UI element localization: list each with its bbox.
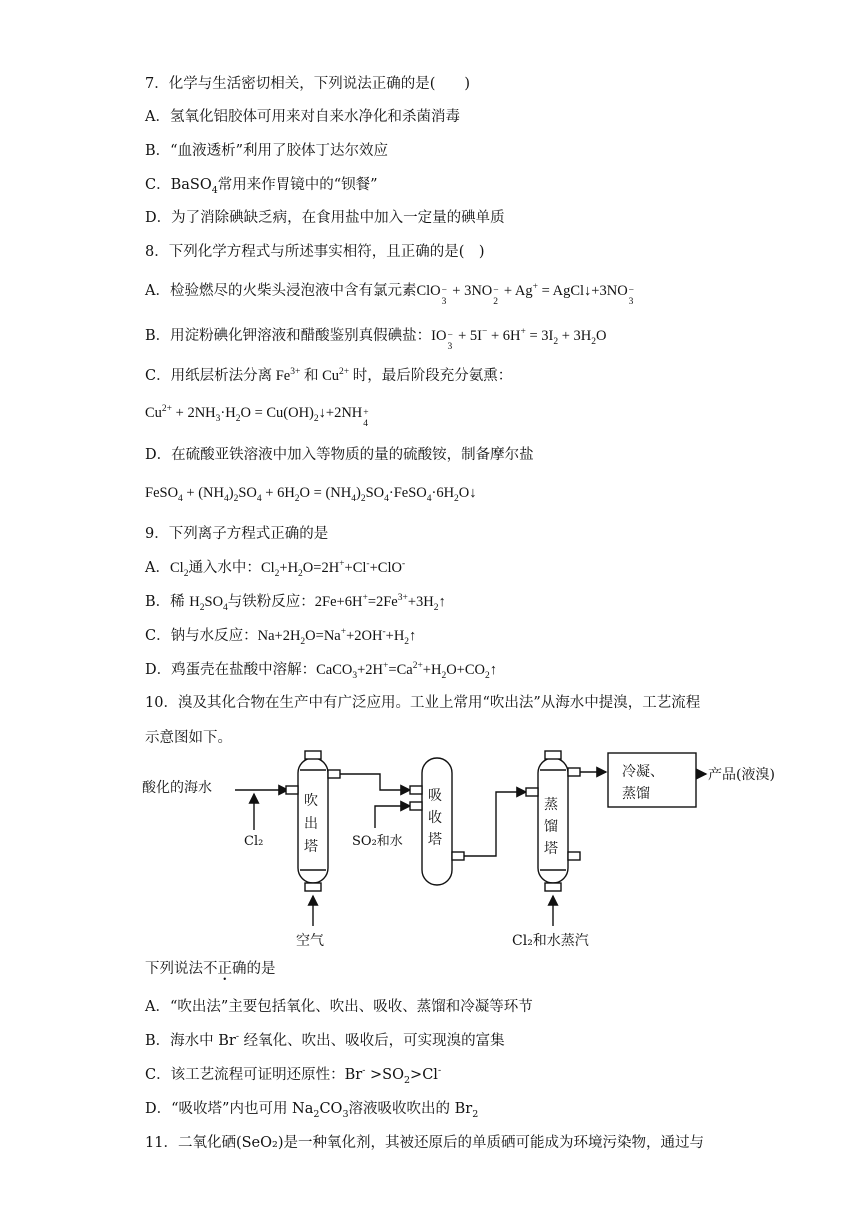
cl2-label: Cl₂ — [244, 834, 264, 849]
q9-option-b: B．稀 $H_2SO_4$与铁粉反应：$2Fe+6H^+=2Fe^{3+}+3H_2↑$ — [145, 593, 446, 613]
tower3-char-2: 馏 — [544, 819, 558, 835]
q9-option-c: C．钠与水反应：$Na+2H_2O=Na^++2OH^-+H_2↑$ — [145, 627, 417, 647]
condense-label: 冷凝、 — [622, 764, 664, 780]
seawater-label: 酸化的海水 — [142, 780, 212, 796]
q9-option-d: D．鸡蛋壳在盐酸中溶解：$CaCO_3+2H^+=Ca^{2+}+H_2O+CO_2↑$ — [145, 661, 497, 681]
so2-water-label: SO₂和水 — [352, 834, 403, 849]
q10-stem-line2: 示意图如下。 — [145, 730, 232, 746]
air-label: 空气 — [296, 933, 324, 949]
q8-option-c-equation: $Cu^{2+} + 2NH_3\cdot H_2O$ = $Cu(OH)_2↓+2NH$ + 4 — [145, 404, 369, 429]
tower2-char-1: 吸 — [428, 788, 442, 804]
tower2-to-tower3-pipe — [464, 792, 526, 856]
q8-stem: 8．下列化学方程式与所述事实相符，且正确的是( ) — [145, 244, 485, 260]
tower1-to-tower2-pipe — [340, 774, 410, 790]
q10-option-a: A．“吹出法”主要包括氧化、吹出、吸收、蒸馏和冷凝等环节 — [145, 999, 533, 1015]
q8-option-b: B．用淀粉碘化钾溶液和醋酸鉴别真假碘盐：IO − 3 + $5I^- + 6H^+ = 3I_2 + 3H_2O$ — [145, 327, 607, 352]
tower1-char-2: 出 — [304, 816, 318, 832]
cl2-steam-label: Cl₂和水蒸汽 — [512, 933, 589, 949]
q10-option-c: C．该工艺流程可证明还原性：$Br^- >SO_2>Cl^-$ — [145, 1065, 442, 1086]
q8-option-c: C．用纸层析法分离 $Fe^{3+}$ 和 $Cu^{2+}$ 时，最后阶段充分氨熏： — [145, 367, 513, 384]
q7-option-d: D．为了消除碘缺乏病，在食用盐中加入一定量的碘单质 — [145, 210, 505, 226]
tower3-char-3: 塔 — [544, 841, 558, 857]
product-label: 产品(液溴) — [708, 767, 775, 783]
tower2-char-3: 塔 — [428, 832, 442, 848]
q7-option-b: B．“血液透析”利用了胶体丁达尔效应 — [145, 143, 388, 159]
emphasis-not-correct: 不正确 — [203, 961, 247, 977]
q7-option-a: A．氢氧化铝胶体可用来对自来水净化和杀菌消毒 — [145, 109, 460, 125]
q10-stem-line1: 10．溴及其化合物在生产中有广泛应用。工业上常用“吹出法”从海水中提溴，工艺流程 — [145, 695, 701, 711]
q11-stem: 11．二氧化硒(SeO₂)是一种氧化剂，其被还原后的单质硒可能成为环境污染物，通过与 — [145, 1135, 704, 1151]
tower2-char-2: 收 — [428, 810, 442, 826]
so2-water-arrow — [375, 806, 410, 828]
q9-stem: 9．下列离子方程式正确的是 — [145, 526, 329, 542]
tower3-char-1: 蒸 — [544, 797, 558, 813]
tower1-char-3: 塔 — [304, 839, 318, 855]
bromine-extraction-flow-diagram — [140, 748, 790, 958]
distill-label: 蒸馏 — [622, 786, 650, 802]
q8-option-a: A．检验燃尽的火柴头浸泡液中含有氯元素ClO − 3 + 3NO − 2 + Ag+ = AgCl↓+3NO − 3 — [145, 282, 635, 307]
q8-option-d: D．在硫酸亚铁溶液中加入等物质的量的硫酸铵，制备摩尔盐 — [145, 447, 534, 463]
q10-option-d: D．“吸收塔”内也可用 $Na_2CO_3$溶液吸收吹出的 $Br_2$ — [145, 1101, 479, 1120]
tower1-char-1: 吹 — [304, 793, 318, 809]
q10-question: 下列说法不正确的是 — [145, 961, 276, 977]
q7-option-c: C．BaSO$_4$常用来作胃镜中的“钡餐” — [145, 177, 378, 196]
q9-option-a: A．$Cl_2$通入水中：$Cl_2+H_2O=2H^++Cl^-+ClO^-$ — [145, 559, 406, 579]
q7-stem: 7．化学与生活密切相关，下列说法正确的是( ) — [145, 76, 471, 92]
q8-option-d-equation: FeSO$_4$ + $(NH_4)_2SO_4 + 6H_2O$ = $(NH_4)_2SO_4\cdot FeSO_4\cdot 6H_2O↓$ — [145, 485, 477, 504]
q10-option-b: B．海水中 Br- 经氧化、吹出、吸收后，可实现溴的富集 — [145, 1031, 505, 1049]
